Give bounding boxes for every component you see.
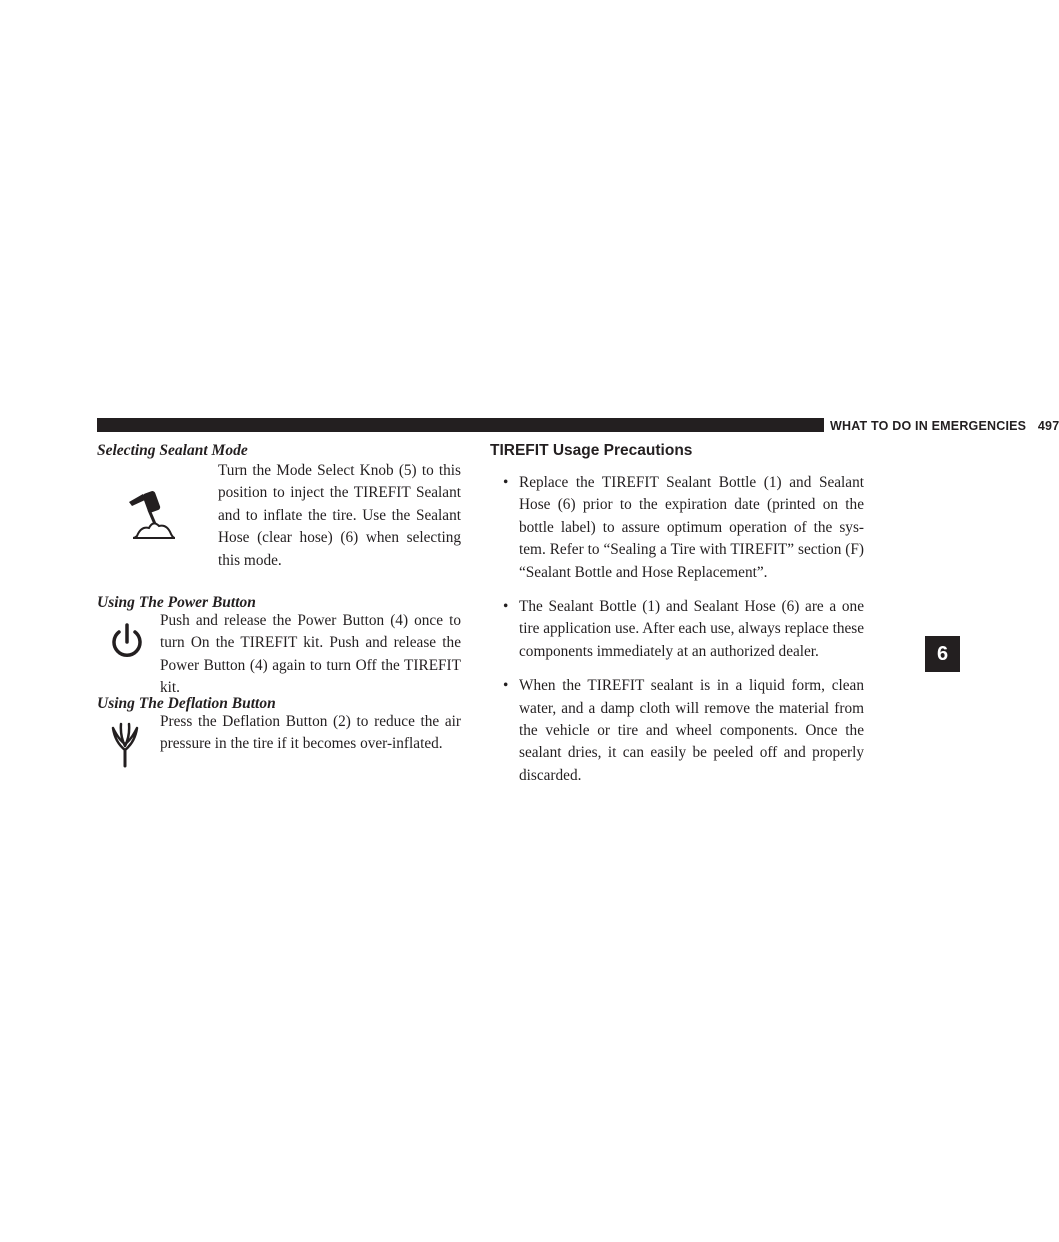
power-button-heading: Using The Power Button [97, 594, 256, 611]
sealant-mode-text: Turn the Mode Select Knob (5) to this position to inject the TIREFIT Sealant and to inflate the tire. Use the Sealant Hose (clear hose) (6) when selecting this mode. [218, 462, 461, 569]
bullet-text: The Sealant Bottle (1) and Sealant Hose (6) are a one tire application use. After each use, always replace these components immediately at an authorized dealer. [519, 598, 864, 660]
list-item [490, 472, 864, 584]
section-title: WHAT TO DO IN EMERGENCIES [830, 419, 1027, 433]
deflation-icon [107, 722, 143, 768]
list-item [490, 596, 864, 663]
bullet-symbol: • [503, 598, 509, 616]
power-button-text: Push and release the Power Button (4) once to turn On the TIREFIT kit. Push and release the Power Button (4) again to turn Off the TIREFIT kit. [160, 612, 461, 697]
bullet-text: When the TIREFIT sealant is in a liquid form, clean water, and a damp cloth will remove the material from the vehicle or tire and wheel components. Once the sealant dries, it can easily be peeled off and properly discarded. [519, 677, 864, 784]
deflation-button-text: Press the Deflation Button (2) to reduce the air pressure in the tire if it becomes over-inflated. [160, 713, 461, 753]
bullet-text: Replace the TIREFIT Sealant Bottle (1) and Sealant Hose (6) prior to the expiration date (printed on the bottle label) to assure optimum operation of the sys-tem. Refer to “Sealing a Tire with TIREFIT” section (F) “Sealant Bottle and Hose Replacement”. [519, 474, 864, 581]
power-icon [109, 622, 145, 662]
bullet-symbol: • [503, 677, 509, 695]
sealant-mode-icon [127, 484, 177, 542]
running-header [830, 418, 1059, 432]
deflation-button-heading: Using The Deflation Button [97, 695, 276, 712]
page-number: 497 [1037, 419, 1059, 433]
header-rule [97, 418, 824, 432]
chapter-tab: 6 [925, 636, 960, 672]
precautions-list [490, 472, 864, 799]
bullet-symbol: • [503, 474, 509, 491]
list-item [490, 675, 864, 787]
sealant-mode-heading: Selecting Sealant Mode [97, 442, 248, 459]
precautions-heading: TIREFIT Usage Precautions [490, 442, 693, 459]
